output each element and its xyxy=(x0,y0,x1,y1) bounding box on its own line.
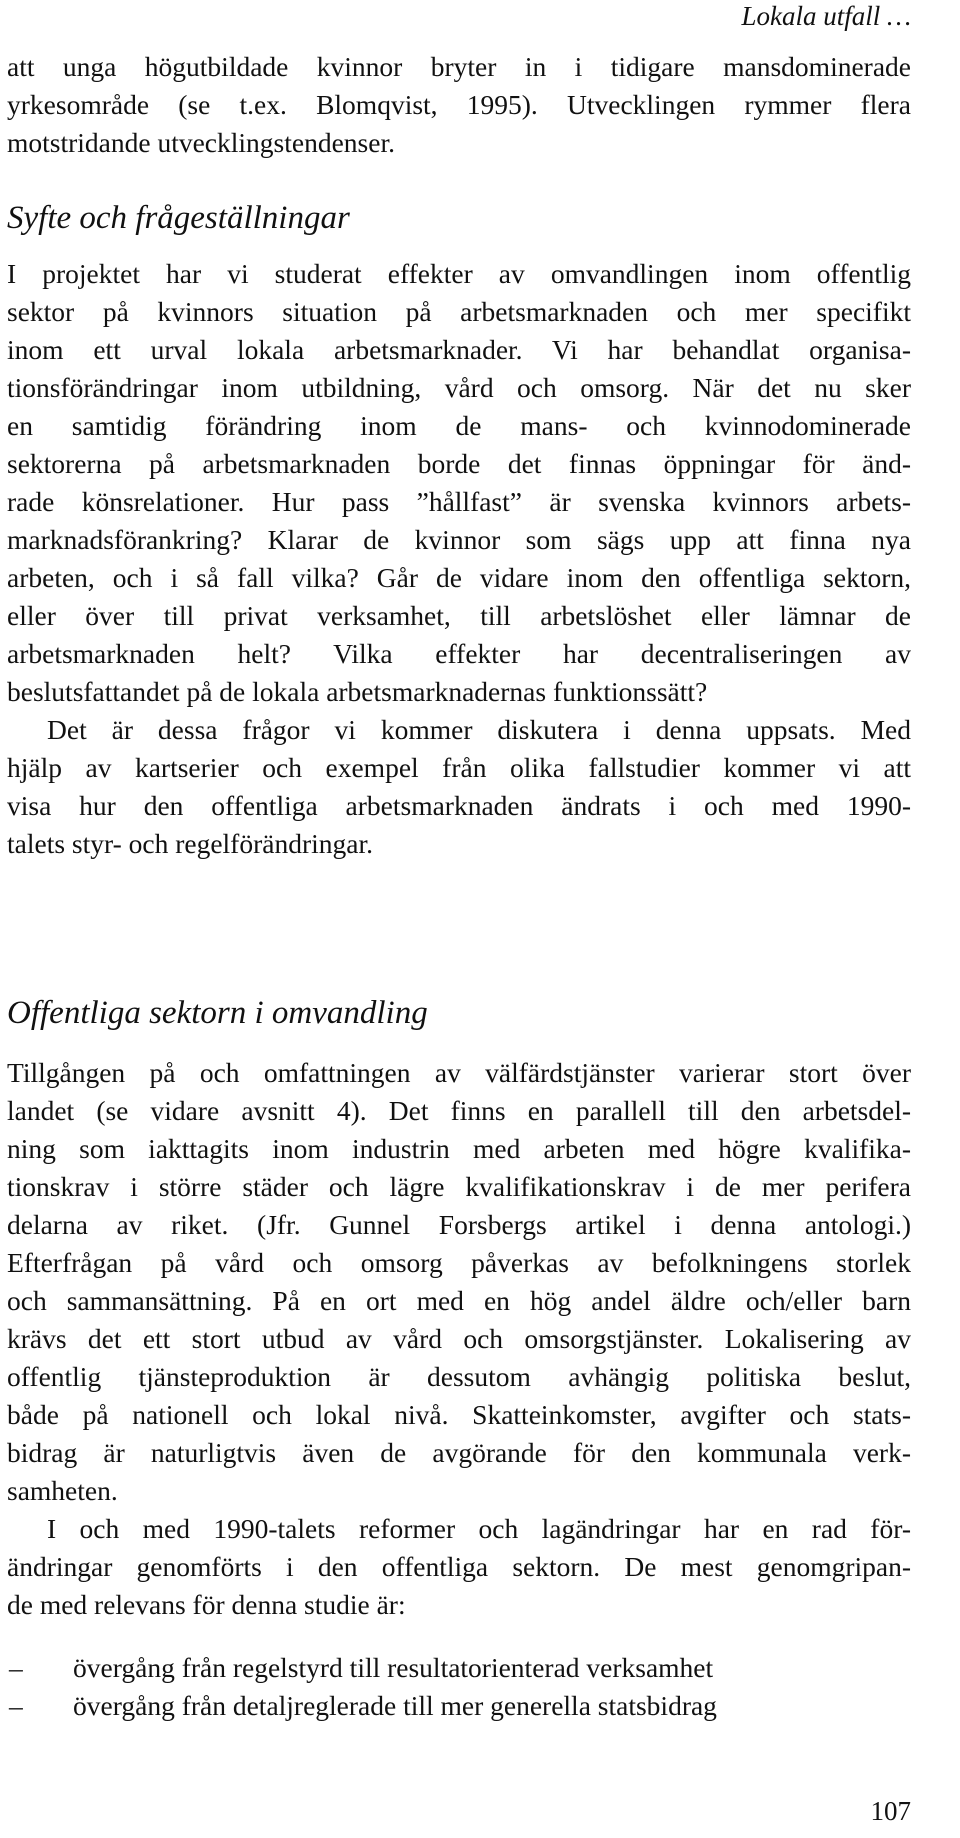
text-line: bidrag är naturligtvis även de avgörande för den kommunala verk- xyxy=(7,1437,911,1468)
text-line: ändringar genomförts i den offentliga sektorn. De mest genomgripan- xyxy=(7,1551,911,1582)
list-item-text: övergång från regelstyrd till resultatorienterad verksamhet xyxy=(73,1652,714,1683)
dash-marker: – xyxy=(9,1652,23,1683)
section-heading: Syfte och frågeställningar xyxy=(7,200,350,236)
text-line: arbetsmarknaden helt? Vilka effekter har decentraliseringen av xyxy=(7,638,911,669)
text-line: eller över till privat verksamhet, till arbetslöshet eller lämnar de xyxy=(7,600,911,631)
text-line: arbeten, och i så fall vilka? Går de vidare inom den offentliga sektorn, xyxy=(7,562,911,593)
text-line: sektor på kvinnors situation på arbetsmarknaden och mer specifikt xyxy=(7,296,911,327)
list-item-text: övergång från detaljreglerade till mer generella statsbidrag xyxy=(73,1690,717,1721)
text-line: rade könsrelationer. Hur pass ”hållfast” är svenska kvinnors arbets- xyxy=(7,486,911,517)
section-heading: Offentliga sektorn i omvandling xyxy=(7,995,428,1031)
dash-marker: – xyxy=(9,1690,23,1721)
text-line: motstridande utvecklingstendenser. xyxy=(7,127,395,158)
text-line: I projektet har vi studerat effekter av omvandlingen inom offentlig xyxy=(7,258,911,289)
text-line: marknadsförankring? Klarar de kvinnor som sägs upp att finna nya xyxy=(7,524,911,555)
text-line: Tillgången på och omfattningen av välfärdstjänster varierar stort över xyxy=(7,1057,911,1088)
text-line: yrkesområde (se t.ex. Blomqvist, 1995). Utvecklingen rymmer flera xyxy=(7,89,911,120)
document-page xyxy=(7,0,911,1838)
text-line: beslutsfattandet på de lokala arbetsmarknadernas funktionssätt? xyxy=(7,676,708,707)
text-line: sektorerna på arbetsmarknaden borde det finnas öppningar för änd- xyxy=(7,448,911,479)
section-body xyxy=(7,255,911,863)
text-line: att unga högutbildade kvinnor bryter in i tidigare mansdominerade xyxy=(7,51,911,82)
text-line: krävs det ett stort utbud av vård och omsorgstjänster. Lokalisering av xyxy=(7,1323,911,1354)
text-line: I och med 1990-talets reformer och lagändringar har en rad för- xyxy=(47,1513,911,1544)
text-line: offentlig tjänsteproduktion är dessutom avhängig politiska beslut, xyxy=(7,1361,911,1392)
text-line: tionskrav i större städer och lägre kvalifikationskrav i de mer perifera xyxy=(7,1171,911,1202)
text-line: visa hur den offentliga arbetsmarknaden ändrats i och med 1990- xyxy=(7,790,911,821)
text-line: hjälp av kartserier och exempel från olika fallstudier kommer vi att xyxy=(7,752,911,783)
page-number: 107 xyxy=(870,1796,911,1826)
text-line: en samtidig förändring inom de mans- och kvinnodominerade xyxy=(7,410,911,441)
list-item xyxy=(7,1649,717,1687)
text-line: delarna av riket. (Jfr. Gunnel Forsbergs artikel i denna antologi.) xyxy=(7,1209,911,1240)
text-line: och sammansättning. På en ort med en hög andel äldre och/eller barn xyxy=(7,1285,911,1316)
text-line: de med relevans för denna studie är: xyxy=(7,1589,406,1620)
list-item xyxy=(7,1687,717,1725)
section-body xyxy=(7,1054,911,1624)
text-line: talets styr- och regelförändringar. xyxy=(7,828,373,859)
intro-paragraph xyxy=(7,48,911,162)
running-head: Lokala utfall … xyxy=(741,1,911,31)
text-line: tionsförändringar inom utbildning, vård och omsorg. När det nu sker xyxy=(7,372,911,403)
text-line: samheten. xyxy=(7,1475,118,1506)
text-line: inom ett urval lokala arbetsmarknader. Vi har behandlat organisa- xyxy=(7,334,911,365)
text-line: ning som iakttagits inom industrin med arbeten med högre kvalifika- xyxy=(7,1133,911,1164)
text-line: Det är dessa frågor vi kommer diskutera i denna uppsats. Med xyxy=(47,714,911,745)
text-line: både på nationell och lokal nivå. Skatteinkomster, avgifter och stats- xyxy=(7,1399,911,1430)
text-line: Efterfrågan på vård och omsorg påverkas av befolkningens storlek xyxy=(7,1247,911,1278)
bullet-list xyxy=(7,1649,717,1725)
text-line: landet (se vidare avsnitt 4). Det finns en parallell till den arbetsdel- xyxy=(7,1095,911,1126)
